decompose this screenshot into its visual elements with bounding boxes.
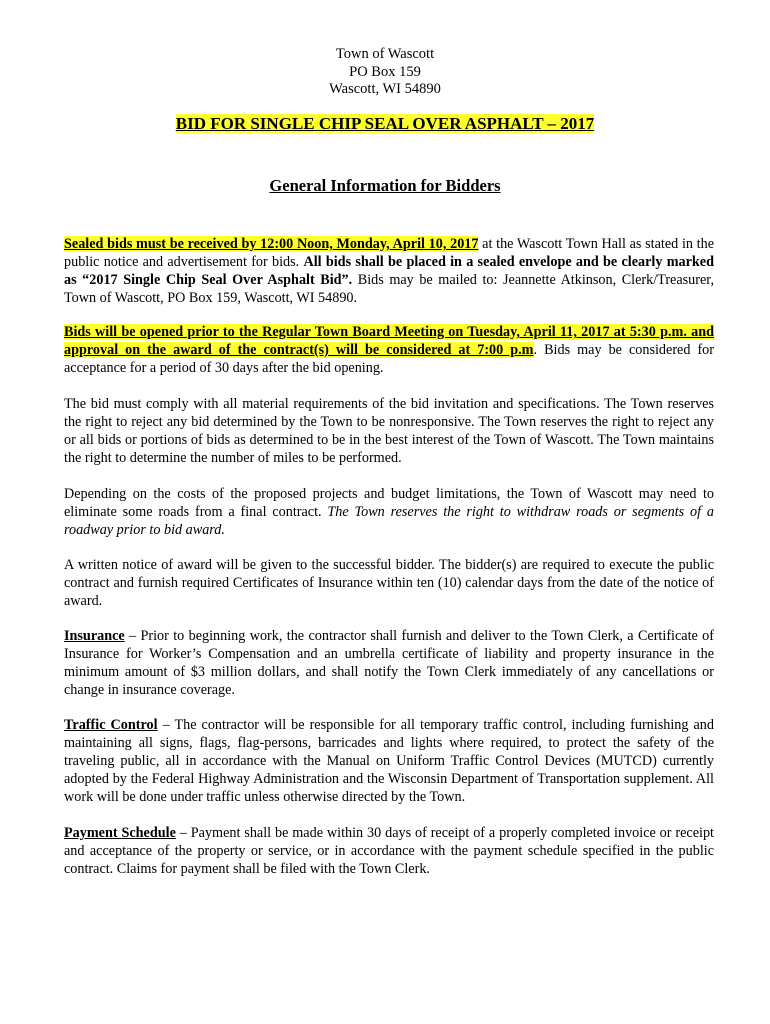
- po-box: PO Box 159: [349, 63, 421, 80]
- traffic-control-text: – The contractor will be responsible for all temporary traffic control, including furnishing and maintaining all signs, flags, flag-persons, barricades and lights where required, to protect the safety of the traveling public, all in accordance with the Manual on Uniform Traffic Control Devices (MUTCD) currently adopted by the Federal Highway Administration and the Wisconsin Department of Transportation supplement. All work will be done under traffic unless otherwise directed by the Town.: [64, 717, 714, 805]
- town-name: Town of Wascott: [335, 46, 435, 62]
- withdraw-roads-note: The Town reserves the right to withdraw roads or segments of a roadway prior to bid award.: [64, 504, 714, 538]
- insurance-heading: Insurance: [64, 628, 125, 644]
- section-heading-block: [0, 175, 770, 197]
- bid-deadline: Sealed bids must be received by 12:00 Noon, Monday, April 10, 2017: [64, 236, 479, 252]
- bid-submission-paragraph: [64, 235, 714, 307]
- document-title: BID FOR SINGLE CHIP SEAL OVER ASPHALT – 2017: [175, 114, 595, 133]
- bid-opening-date: Bids will be opened prior to the Regular Town Board Meeting on Tuesday, April 11, 2017 at 5:30 p.m. and approval on the award of the contract(s) will be considered at 7:00 p.m: [64, 324, 714, 358]
- section-heading: General Information for Bidders: [269, 176, 501, 195]
- award-notice-text: A written notice of award will be given to the successful bidder. The bidder(s) are required to execute the public contract and furnish required Certificates of Insurance within ten (10) calendar days from the date of the notice of award.: [64, 557, 714, 609]
- acceptance-period-text: . Bids may be considered for acceptance for a period of 30 days after the bid opening.: [64, 342, 714, 376]
- city-state-zip: Wascott, WI 54890: [329, 81, 441, 97]
- payment-schedule-heading: Payment Schedule: [64, 825, 176, 841]
- bid-location-text: at the Wascott Town Hall as stated in the public notice and advertisement for bids.: [64, 236, 715, 270]
- insurance-paragraph: [64, 627, 714, 699]
- requirements-text: The bid must comply with all material requirements of the bid invitation and specifications. The Town reserves the right to reject any bid determined by the Town to be nonresponsive. The Town reserves the right to reject any or all bids or portions of bids as determined to be in the best interest of the Town of Wascott. The Town maintains the right to determine the number of miles to be performed.: [64, 396, 714, 466]
- traffic-control-heading: Traffic Control: [64, 717, 158, 733]
- town-address-block: [0, 46, 770, 99]
- insurance-text: – Prior to beginning work, the contractor shall furnish and deliver to the Town Clerk, a Certificate of Insurance for Worker’s Compensation and an umbrella certificate of liability and property insurance in the minimum amount of $3 million dollars, and shall notify the Town Clerk immediately of any cancellations or change in insurance coverage.: [64, 628, 714, 698]
- requirements-paragraph: [64, 395, 714, 467]
- document-title-block: [0, 113, 770, 135]
- mailing-address-text: Bids may be mailed to: Jeannette Atkinson, Clerk/Treasurer, Town of Wascott, PO Box 159, Wascott, WI 54890.: [64, 272, 714, 306]
- budget-paragraph: [64, 485, 714, 539]
- budget-text: Depending on the costs of the proposed projects and budget limitations, the Town of Wascott may need to eliminate some roads from a final contract.: [64, 486, 714, 520]
- bid-opening-paragraph: [64, 323, 714, 377]
- sealed-envelope-requirement: All bids shall be placed in a sealed envelope and be clearly marked as “2017 Single Chip Seal Over Asphalt Bid”.: [64, 254, 714, 288]
- traffic-control-paragraph: [64, 716, 714, 806]
- award-notice-paragraph: [64, 556, 714, 610]
- payment-schedule-paragraph: [64, 824, 714, 878]
- payment-schedule-text: – Payment shall be made within 30 days of receipt of a properly completed invoice or receipt and acceptance of the property or service, or in accordance with the payment schedule specified in the public contract. Claims for payment shall be filed with the Town Clerk.: [64, 825, 714, 877]
